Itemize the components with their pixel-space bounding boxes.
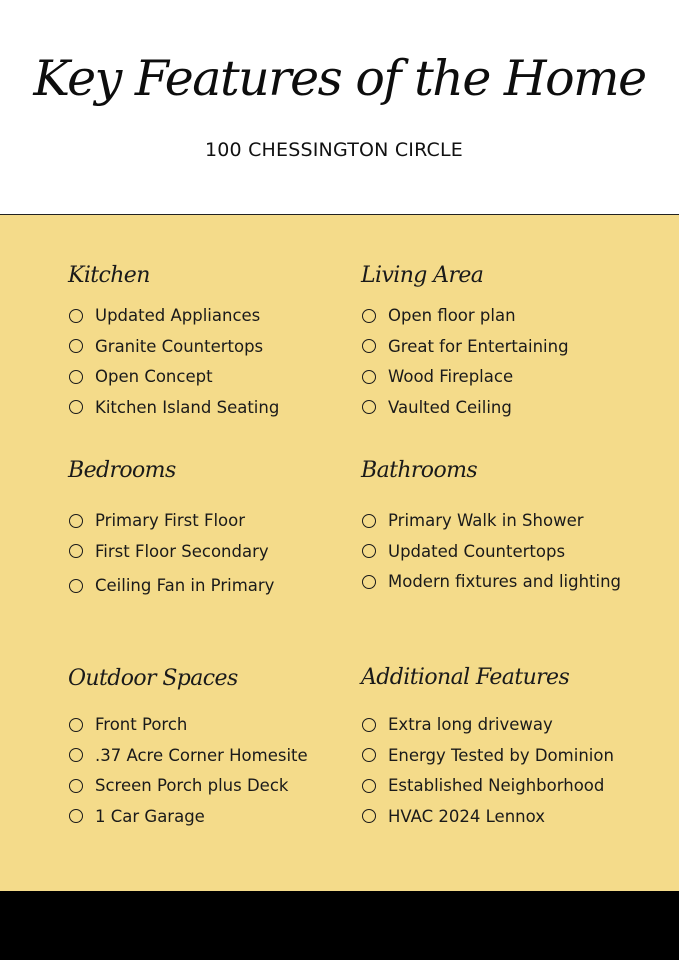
circle-checkbox-icon — [69, 309, 83, 323]
checklist-item-label: Kitchen Island Seating — [95, 397, 280, 417]
checklist-item — [68, 710, 368, 741]
checklist-item-label: Modern fixtures and lighting — [388, 572, 622, 591]
circle-checkbox-icon — [362, 748, 376, 762]
property-address: 100 CHESSINGTON CIRCLE — [204, 139, 464, 161]
footer-bar — [0, 891, 679, 960]
checklist-living-area — [361, 301, 661, 423]
section-title-outdoor-spaces: Outdoor Spaces — [68, 666, 238, 691]
circle-checkbox-icon — [362, 809, 376, 823]
checklist-item-label: Wood Fireplace — [388, 367, 514, 386]
checklist-item-label: First Floor Secondary — [95, 541, 269, 561]
checklist-item — [361, 567, 661, 598]
circle-checkbox-icon — [362, 514, 376, 528]
checklist-item — [361, 506, 661, 537]
checklist-additional-features — [361, 710, 661, 832]
checklist-item — [68, 393, 368, 424]
circle-checkbox-icon — [69, 544, 83, 558]
circle-checkbox-icon — [362, 779, 376, 793]
checklist-item-label: .37 Acre Corner Homesite — [95, 745, 308, 765]
circle-checkbox-icon — [69, 809, 83, 823]
checklist-item — [361, 393, 661, 424]
checklist-item — [68, 802, 368, 833]
checklist-item — [361, 710, 661, 741]
checklist-item — [68, 741, 368, 772]
checklist-item-label: Ceiling Fan in Primary — [95, 576, 275, 595]
section-title-bathrooms: Bathrooms — [361, 458, 478, 483]
checklist-item — [68, 506, 368, 537]
checklist-item — [361, 301, 661, 332]
section-bedrooms — [68, 456, 368, 602]
checklist-item — [361, 802, 661, 833]
circle-checkbox-icon — [362, 339, 376, 353]
checklist-outdoor-spaces — [68, 710, 368, 832]
checklist-item — [68, 301, 368, 332]
checklist-item-label: Updated Countertops — [388, 541, 566, 561]
circle-checkbox-icon — [69, 400, 83, 414]
checklist-item-label: Front Porch — [95, 715, 188, 734]
checklist-item-label: Granite Countertops — [95, 336, 264, 356]
circle-checkbox-icon — [362, 575, 376, 589]
circle-checkbox-icon — [69, 339, 83, 353]
checklist-item-label: Extra long driveway — [388, 715, 553, 734]
checklist-item-label: Energy Tested by Dominion — [388, 745, 614, 765]
section-bathrooms — [361, 456, 661, 598]
checklist-item-label: Primary Walk in Shower — [388, 511, 584, 530]
checklist-item-label: Great for Entertaining — [388, 336, 569, 356]
section-title-kitchen: Kitchen — [68, 263, 150, 288]
circle-checkbox-icon — [69, 779, 83, 793]
section-title-bedrooms: Bedrooms — [68, 458, 176, 483]
checklist-item — [68, 537, 368, 568]
checklist-item-label: Established Neighborhood — [388, 776, 605, 795]
checklist-item-label: 1 Car Garage — [95, 806, 205, 826]
header — [0, 0, 679, 215]
checklist-bathrooms — [361, 506, 661, 598]
checklist-item — [68, 571, 368, 602]
section-title-additional-features: Additional Features — [361, 665, 570, 690]
checklist-item-label: Vaulted Ceiling — [388, 397, 512, 417]
page-title: Key Features of the Home — [33, 50, 646, 107]
circle-checkbox-icon — [362, 400, 376, 414]
checklist-item — [361, 771, 661, 802]
circle-checkbox-icon — [69, 514, 83, 528]
checklist-item — [361, 537, 661, 568]
checklist-item-label: Open floor plan — [388, 306, 516, 325]
circle-checkbox-icon — [69, 579, 83, 593]
checklist-item — [68, 771, 368, 802]
checklist-item-label: Screen Porch plus Deck — [95, 776, 289, 795]
checklist-item-label: Updated Appliances — [95, 306, 261, 325]
circle-checkbox-icon — [362, 370, 376, 384]
checklist-item — [361, 362, 661, 393]
section-additional-features — [361, 663, 661, 832]
checklist-item-label: HVAC 2024 Lennox — [388, 806, 545, 826]
circle-checkbox-icon — [362, 544, 376, 558]
checklist-item — [361, 741, 661, 772]
checklist-item-label: Primary First Floor — [95, 511, 246, 530]
section-outdoor-spaces — [68, 664, 368, 832]
checklist-item-label: Open Concept — [95, 367, 213, 386]
circle-checkbox-icon — [362, 718, 376, 732]
checklist-kitchen — [68, 301, 368, 423]
circle-checkbox-icon — [69, 370, 83, 384]
checklist-item — [361, 332, 661, 363]
section-title-living-area: Living Area — [361, 263, 484, 288]
circle-checkbox-icon — [362, 309, 376, 323]
section-living-area — [361, 261, 661, 423]
checklist-item — [68, 362, 368, 393]
checklist-item — [68, 332, 368, 363]
section-kitchen — [68, 261, 368, 423]
checklist-bedrooms — [68, 506, 368, 602]
circle-checkbox-icon — [69, 718, 83, 732]
circle-checkbox-icon — [69, 748, 83, 762]
